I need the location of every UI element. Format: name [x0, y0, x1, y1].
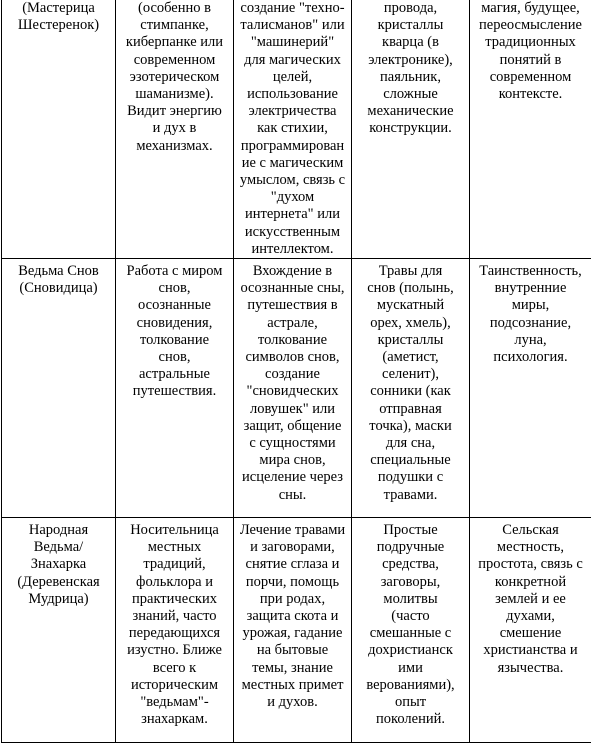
table-row [2, 518, 591, 743]
table-cell-type: (Мастерица Шестеренок) [2, 0, 116, 259]
table-cell-practices: Лечение травами и заговорами, снятие сглаза и порчи, помощь при родах, защита скота и урожая, гадание на бытовые темы, знание местных примет и духов. [234, 518, 352, 743]
table-cell-tools: Простые подручные средства, заговоры, молитвы (часто смешанные с дохристианск ими верованиями), опыт поколений. [352, 518, 470, 743]
table-cell-practices: создание "техно- талисманов" или "машинерий" для магических целей, использование электричества как стихии, программирован ие с магическим умыслом, связь с "духом интернета" или искусственным интеллектом. [234, 0, 352, 259]
table-cell-associations: магия, будущее, переосмысление традиционных понятий в современном контексте. [470, 0, 591, 259]
table-cell-associations: Сельская местность, простота, связь с конкретной землей и ее духами, смешение христианства и язычества. [470, 518, 591, 743]
table-cell-type: Народная Ведьма/ Знахарка (Деревенская Мудрица) [2, 518, 116, 743]
witch-types-table [1, 0, 591, 743]
table-row [2, 259, 591, 518]
table-cell-tools: провода, кристаллы кварца (в электронике), паяльник, сложные механические конструкции. [352, 0, 470, 259]
table-cell-description: Работа с миром снов, осознанные сновидения, толкование снов, астральные путешествия. [116, 259, 234, 518]
table-row [2, 0, 591, 259]
table-cell-associations: Таинственность, внутренние миры, подсознание, луна, психология. [470, 259, 591, 518]
table-cell-description: Носительница местных традиций, фольклора и практических знаний, часто передающихся изустно. Ближе всего к историческим "ведьмам"- знахаркам. [116, 518, 234, 743]
table-cell-practices: Вхождение в осознанные сны, путешествия в астрале, толкование символов снов, создание "сновидческих ловушек" или защит, общение с сущностями мира снов, исцеление через сны. [234, 259, 352, 518]
table-cell-tools: Травы для снов (полынь, мускатный орех, хмель), кристаллы (аметист, селенит), сонники (как отправная точка), маски для сна, специальные подушки с травами. [352, 259, 470, 518]
table-cell-type: Ведьма Снов (Сновидица) [2, 259, 116, 518]
table-cell-description: (особенно в стимпанке, киберпанке или современном эзотерическом шаманизме). Видит энергию и дух в механизмах. [116, 0, 234, 259]
